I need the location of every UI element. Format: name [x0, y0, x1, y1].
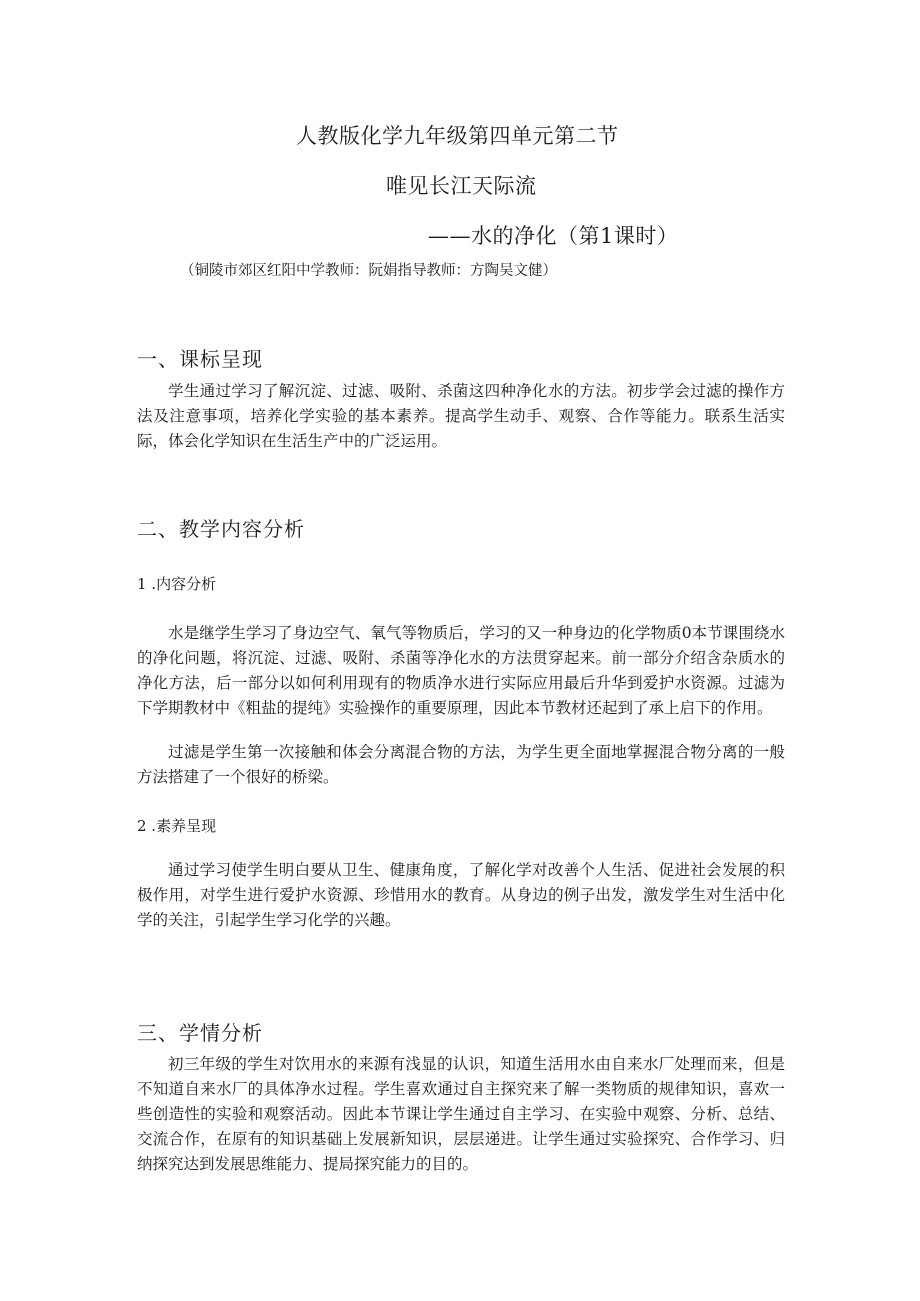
author-line: （铜陵市郊区红阳中学教师：阮娟指导教师：方陶吴文健）	[180, 263, 557, 279]
subsection-heading-literacy: 2 .素养呈现	[137, 817, 217, 835]
content-analysis-paragraph-2: 过滤是学生第一次接触和体会分离混合物的方法，为学生更全面地掌握混合物分离的一般方法搭建了一个很好的桥梁。	[137, 743, 785, 786]
section-heading-content-analysis: 二、教学内容分析	[137, 517, 305, 541]
document-subtitle: 唯见长江天际流	[386, 174, 537, 198]
document-title: 人教版化学九年级第四单元第二节	[296, 124, 619, 148]
section-heading-curriculum: 一、课标呈现	[137, 347, 263, 371]
document-lesson-title: ——水的净化（第1课时）	[428, 224, 679, 248]
content-analysis-paragraph-1: 水是继学生学习了身边空气、氧气等物质后，学习的又一种身边的化学物质0本节课围绕水的净化问题，将沉淀、过滤、吸附、杀菌等净化水的方法贯穿起来。前一部分介绍含杂质水的净化方法，后一部分以如何利用现有的物质净水进行实际应用最后升华到爱护水资源。过滤为下学期教材中《粗盐的提纯》实验操作的重要原理，因此本节教材还起到了承上启下的作用。	[137, 624, 785, 717]
section-heading-learner-analysis: 三、学情分析	[137, 1021, 263, 1045]
subsection-heading-content: 1 .内容分析	[137, 575, 217, 593]
learner-analysis-paragraph: 初三年级的学生对饮用水的来源有浅显的认识，知道生活用水由自来水厂处理而来，但是不知道自来水厂的具体净水过程。学生喜欢通过自主探究来了解一类物质的规律知识，喜欢一些创造性的实验和观察活动。因此本节课让学生通过自主学习、在实验中观察、分析、总结、交流合作，在原有的知识基础上发展新知识，层层递进。让学生通过实验探究、合作学习、归纳探究达到发展思维能力、提局探究能力的目的。	[137, 1055, 785, 1173]
literacy-paragraph: 通过学习使学生明白要从卫生、健康角度，了解化学对改善个人生活、促进社会发展的积极作用，对学生进行爱护水资源、珍惜用水的教育。从身边的例子出发，激发学生对生活中化学的关注，引起学生学习化学的兴趣。	[137, 861, 785, 929]
curriculum-paragraph: 学生通过学习了解沉淀、过滤、吸附、杀菌这四种净化水的方法。初步学会过滤的操作方法及注意事项，培养化学实验的基本素养。提高学生动手、观察、合作等能力。联系生活实际，体会化学知识在生活生产中的广泛运用。	[137, 382, 785, 450]
